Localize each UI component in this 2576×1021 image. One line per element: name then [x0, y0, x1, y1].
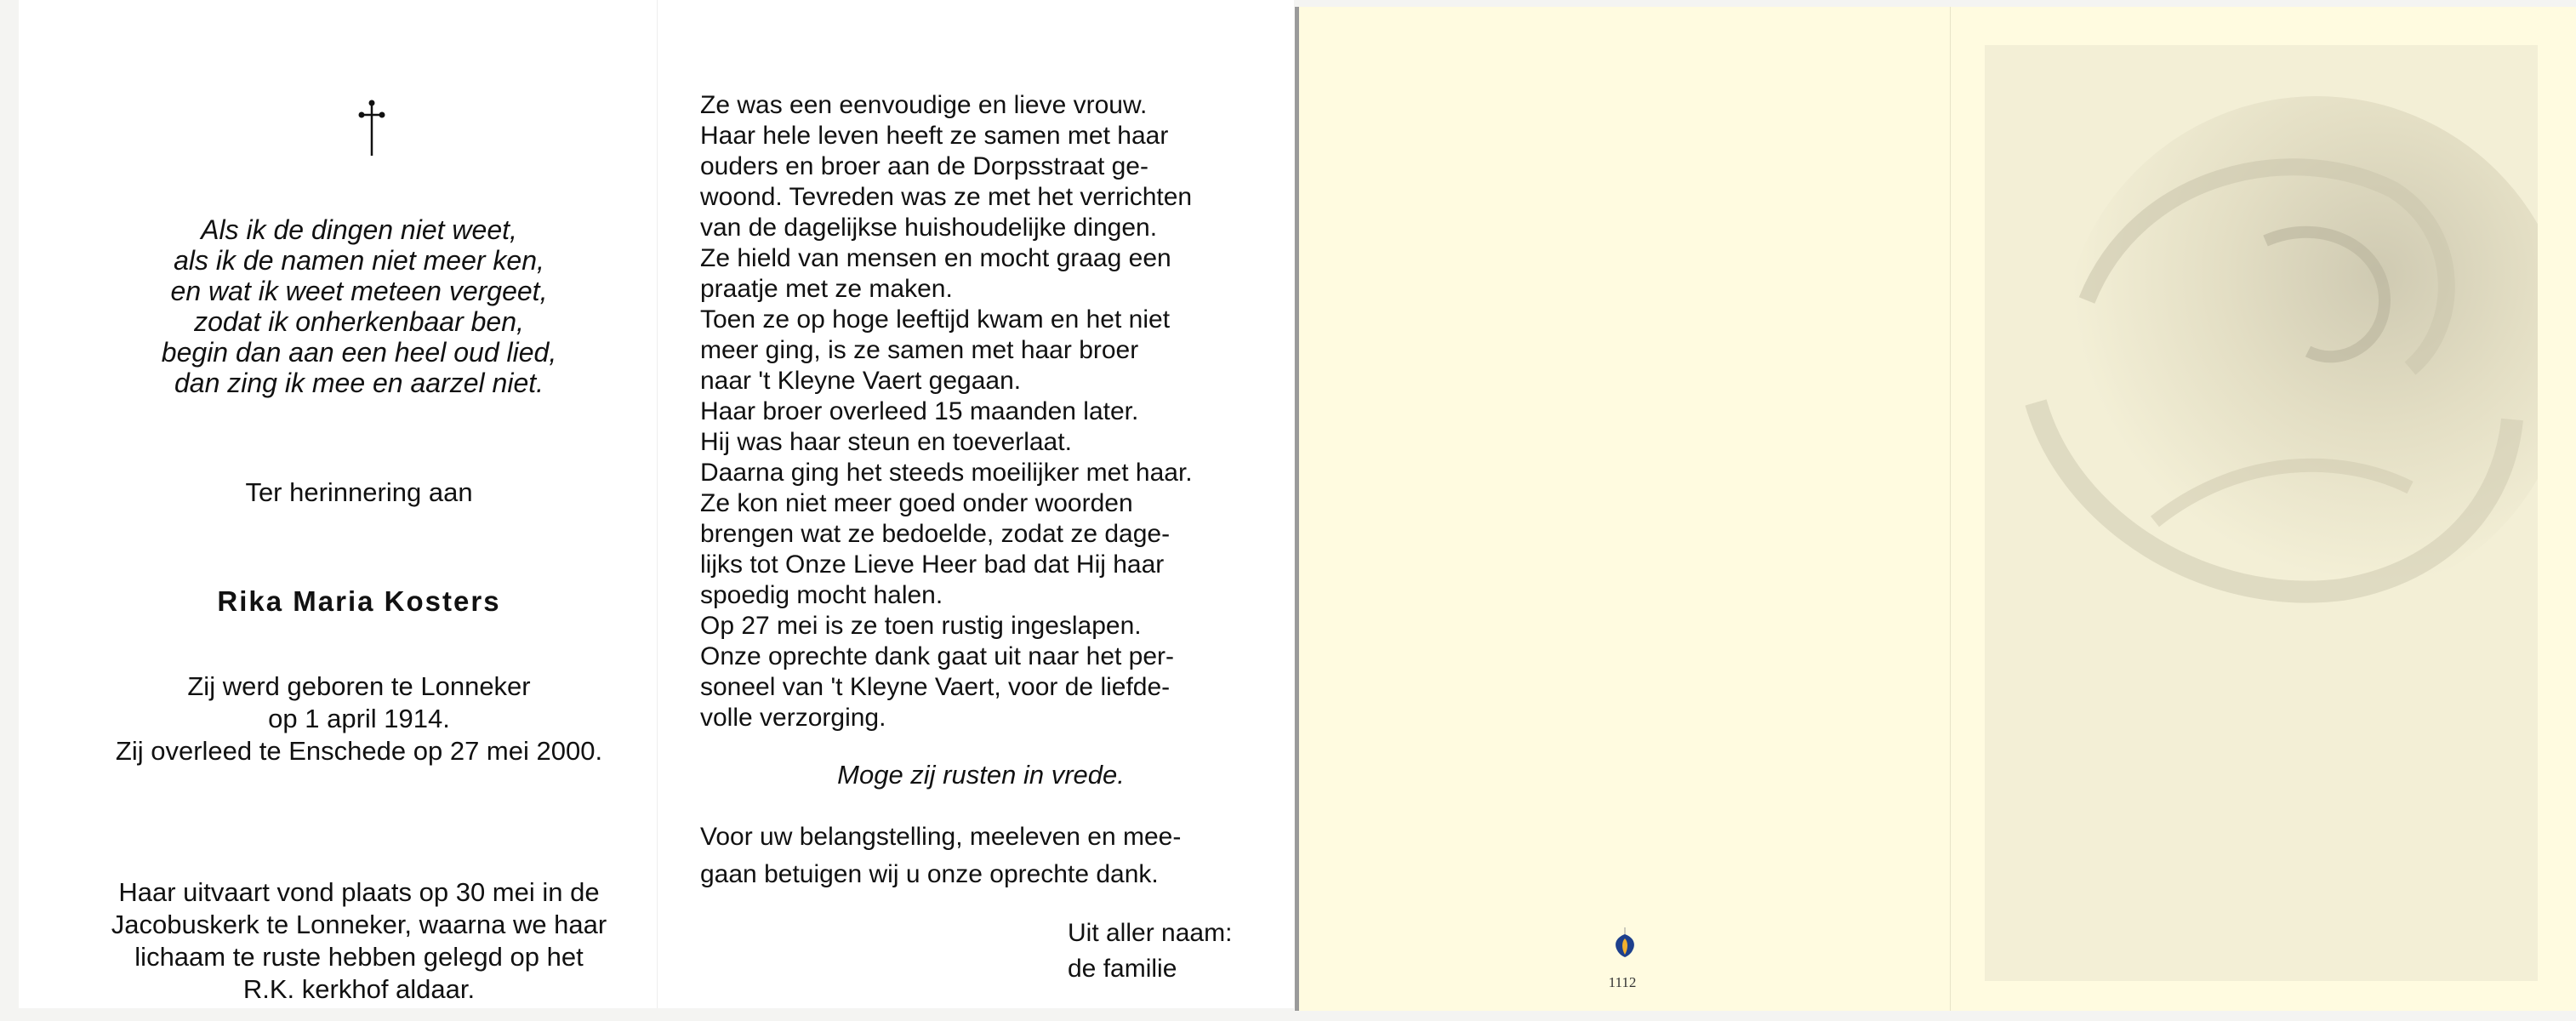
info-line: lichaam te ruste hebben gelegd op het — [134, 942, 584, 972]
poem — [19, 214, 699, 398]
info-line: Zij overleed te Enschede op 27 mei 2000. — [115, 736, 603, 766]
info-line: R.K. kerkhof aldaar. — [242, 974, 476, 1004]
story-line: brengen wat ze bedoelde, zodat ze dage- — [700, 520, 1171, 548]
info-line: op 1 april 1914. — [268, 704, 450, 733]
remembrance-text: Ter herinnering aan — [245, 477, 473, 507]
left-card-panel — [19, 0, 657, 1008]
poem-line: als ik de namen niet meer ken, — [174, 245, 544, 276]
publisher-logo-icon — [1614, 927, 1636, 958]
poem-line: dan zing ik mee en aarzel niet. — [174, 368, 544, 398]
story-line: Ze hield van mensen en mocht graag een — [700, 244, 1171, 272]
story-line: Haar hele leven heeft ze samen met haar — [700, 122, 1169, 150]
poem-line: begin dan aan een heel oud lied, — [161, 337, 557, 368]
cross-icon — [355, 98, 389, 157]
story-line: Onze oprechte dank gaat uit naar het per- — [700, 642, 1175, 670]
blessing: Moge zij rusten in vrede. — [837, 760, 1125, 790]
story-line: lijks tot Onze Lieve Heer bad dat Hij haar — [700, 550, 1165, 579]
thanks-line: gaan betuigen wij u onze oprechte dank. — [700, 860, 1159, 888]
story-line: Hij was haar steun en toeverlaat. — [700, 428, 1072, 456]
story-line: van de dagelijkse huishoudelijke dingen. — [700, 214, 1158, 242]
poem-line: en wat ik weet meteen vergeet, — [170, 276, 548, 306]
story-line: spoedig mocht halen. — [700, 581, 943, 609]
funeral-info — [19, 876, 699, 1006]
back-panel — [1295, 7, 1954, 1011]
story-line: naar 't Kleyne Vaert gegaan. — [700, 367, 1022, 395]
story-line: Ze kon niet meer goed onder woorden — [700, 489, 1133, 517]
poem-line: Als ik de dingen niet weet, — [201, 214, 517, 245]
story-line: Toen ze op hoge leeftijd kwam en het niet — [700, 305, 1171, 334]
print-number: 1112 — [1608, 974, 1637, 990]
thanks-line: Voor uw belangstelling, meeleven en mee- — [700, 823, 1182, 851]
life-story — [700, 90, 1262, 733]
story-line: Op 27 mei is ze toen rustig ingeslapen. — [700, 612, 1142, 640]
rose-panel — [1950, 7, 2576, 1011]
birth-death-info — [19, 670, 699, 767]
signature-line: Uit aller naam: — [1068, 919, 1233, 947]
signature-line: de familie — [1068, 955, 1177, 983]
story-line: meer ging, is ze samen met haar broer — [700, 336, 1139, 364]
story-line: ouders en broer aan de Dorpsstraat ge- — [700, 152, 1148, 180]
story-line: woond. Tevreden was ze met het verrichten — [700, 183, 1193, 211]
middle-card-panel — [657, 0, 1294, 1008]
info-line: Haar uitvaart vond plaats op 30 mei in de — [118, 877, 600, 907]
deceased-name: Rika Maria Kosters — [217, 585, 501, 617]
rose-image — [1985, 45, 2538, 981]
story-line: Daarna ging het steeds moeilijker met haar. — [700, 459, 1193, 487]
story-line: Haar broer overleed 15 maanden later. — [700, 397, 1139, 425]
story-line: volle verzorging. — [700, 704, 886, 732]
thanks-text — [700, 819, 1181, 893]
info-line: Zij werd geboren te Lonneker — [187, 671, 531, 701]
signature-block — [1068, 915, 1232, 987]
story-line: Ze was een eenvoudige en lieve vrouw. — [700, 91, 1148, 119]
story-line: soneel van 't Kleyne Vaert, voor de liefde- — [700, 673, 1171, 701]
info-line: Jacobuskerk te Lonneker, waarna we haar — [111, 910, 607, 939]
story-line: praatje met ze maken. — [700, 275, 953, 303]
poem-line: zodat ik onherkenbaar ben, — [194, 306, 524, 337]
